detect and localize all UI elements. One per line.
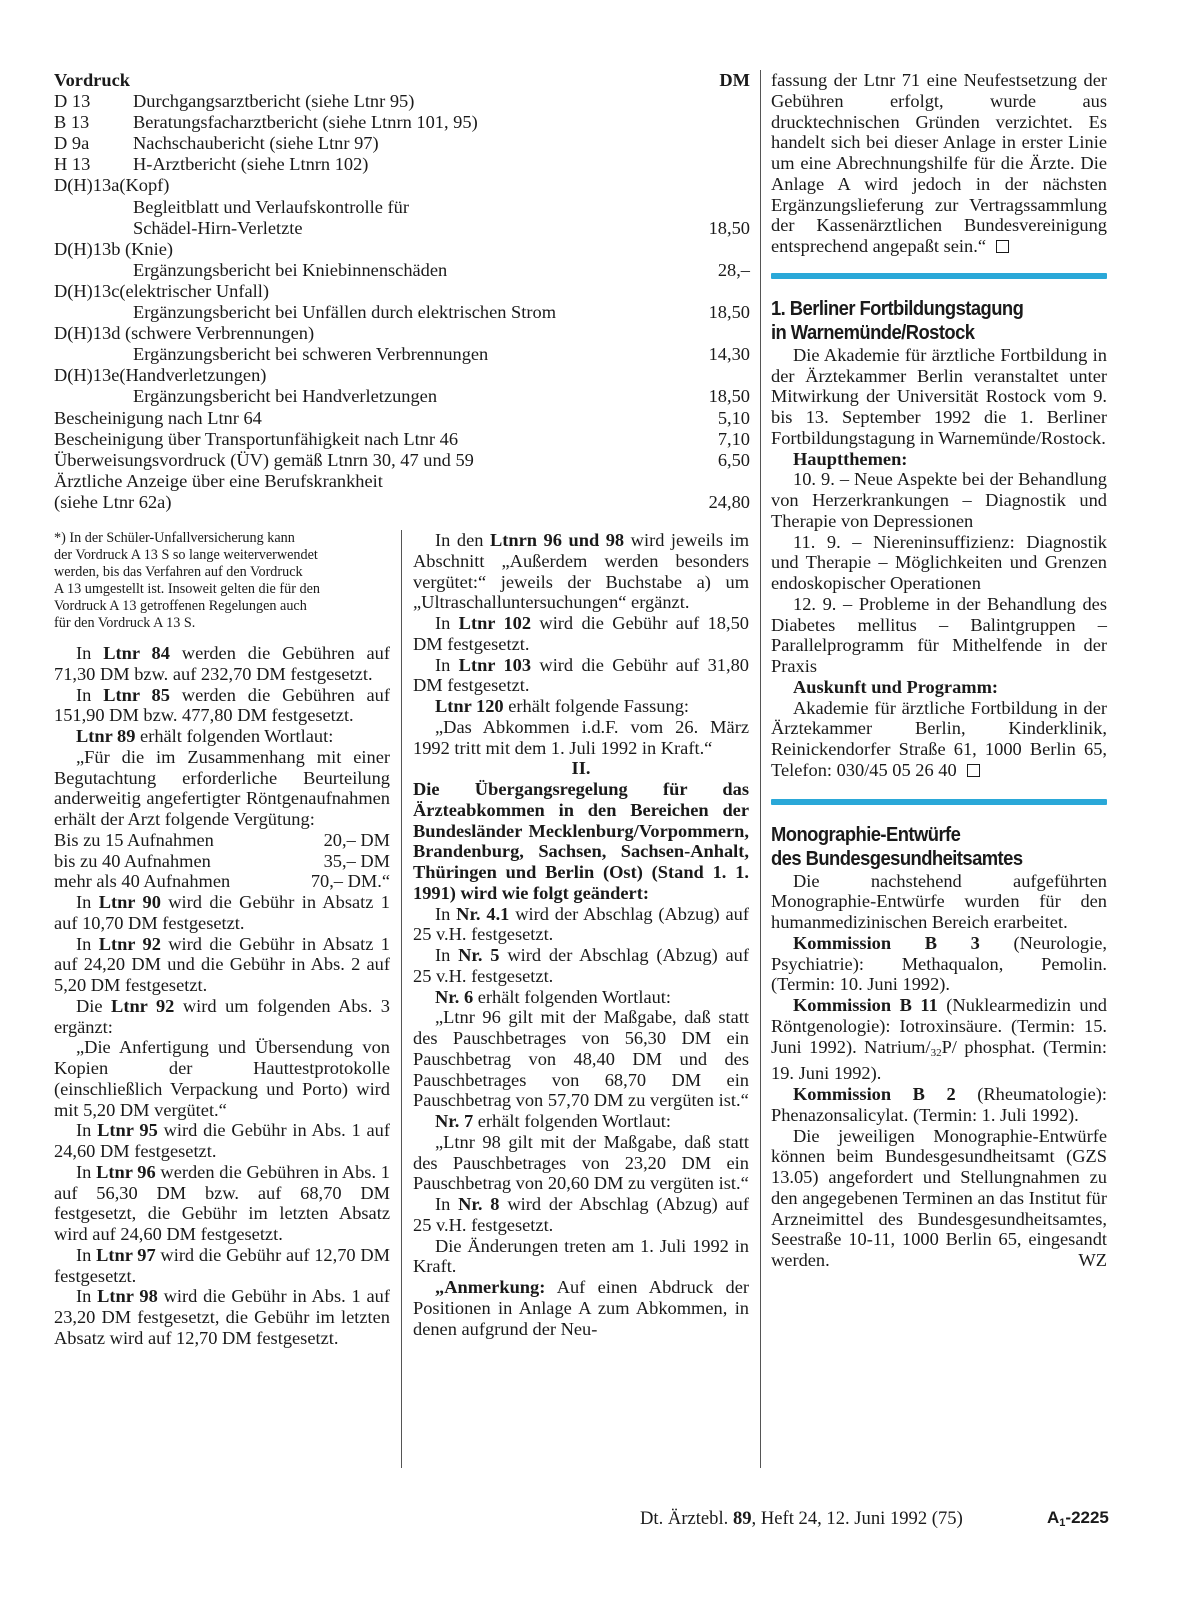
form-code: D 13 <box>54 91 91 112</box>
text: Dt. Ärztebl. <box>640 1508 733 1529</box>
form-label: Durchgangsarztbericht (siehe Ltnr 95) <box>133 91 415 112</box>
form-code: D(H)13a(Kopf) <box>54 175 170 196</box>
form-label: Beratungsfacharztbericht (siehe Ltnrn 101, 95) <box>133 112 478 133</box>
paragraph <box>54 643 390 685</box>
text: wird der Abschlag (Abzug) auf 25 v.H. festgesetzt. <box>413 945 749 986</box>
form-label: Überweisungsvordruck (ÜV) gemäß Ltnrn 30, 47 und 59 <box>54 449 474 470</box>
section-number: II. <box>571 758 591 779</box>
commission-label: Kommission B 2 <box>793 1084 956 1104</box>
text: In <box>76 933 99 954</box>
table-row <box>54 323 750 344</box>
paragraph: Die Akademie für ärztliche Fortbildung in der Ärztekammer Berlin veranstaltet unter Mitwirkung der Universität Rostock vom 9. bis 13. September 1992 die 1. Berliner Fortbildungstagung in Warnemünde/Rostock. <box>771 344 1107 448</box>
table-row <box>54 302 750 323</box>
fee-table <box>54 70 750 513</box>
paragraph <box>54 934 390 996</box>
form-amount: 5,10 <box>717 407 750 428</box>
text: erhält folgenden Wortlaut: <box>473 1111 672 1131</box>
end-mark-icon <box>967 764 980 777</box>
text: wird die Gebühr auf 31,80 DM festgesetzt. <box>413 654 749 696</box>
paragraph <box>413 987 749 1008</box>
subheading: Hauptthemen: <box>793 448 908 469</box>
text: Die jeweiligen Monographie-Entwürfe können beim Bundesgesundheitsamt (GZS 13.05) angefordert und Stellungnahmen zu den angegebenen Terminen an das Institut für Arzneimittel des Bundesgesundheitsamtes, Seestraße 10-11, 1000 Berlin 65, eingesandt werden. <box>771 1125 1107 1270</box>
table-row <box>54 450 750 471</box>
nr-ref: Nr. 5 <box>458 945 500 965</box>
journal-citation <box>640 1508 963 1530</box>
nr-ref: Nr. 8 <box>458 1194 500 1214</box>
text: wird die Gebühr auf 18,50 DM festgesetzt. <box>413 613 749 654</box>
table-row <box>54 281 750 302</box>
rate-label: bis zu 40 Aufnahmen <box>54 850 211 871</box>
text: In <box>76 684 104 705</box>
ltnr-ref: Ltnr 120 <box>435 696 504 716</box>
paragraph: 12. 9. – Probleme in der Behandlung des Diabetes mellitus – Balintgruppen – Parallelprogramm für Mithelfende in der Praxis <box>771 593 1107 676</box>
text: wird die Gebühr auf 12,70 DM festgesetzt. <box>54 1244 390 1286</box>
text: Auf einen Abdruck der Positionen in Anlage A zum Abkommen, in denen aufgrund der Neu- <box>413 1277 749 1339</box>
paragraph <box>413 696 749 717</box>
text: werden die Gebühren auf 71,30 DM bzw. auf 232,70 DM festgesetzt. <box>54 643 390 684</box>
form-label: Schädel-Hirn-Verletzte <box>133 217 303 238</box>
form-label: H-Arztbericht (siehe Ltnrn 102) <box>133 154 369 175</box>
table-row <box>54 386 750 407</box>
ltnr-ref: Ltnr 89 <box>76 726 136 746</box>
text: In <box>76 1120 98 1141</box>
note-label: „Anmerkung: <box>435 1277 546 1297</box>
form-amount: 14,30 <box>708 344 750 365</box>
form-amount: 7,10 <box>717 428 750 449</box>
subheading: Auskunft und Programm: <box>793 676 999 697</box>
table-row <box>54 197 750 218</box>
paragraph <box>54 685 390 727</box>
table-row <box>54 471 750 492</box>
table-row <box>54 218 750 239</box>
text: (Rheumatologie): Phenazonsalicylat. (Termin: 1. Juli 1992). <box>771 1084 1107 1125</box>
form-label: Nachschaubericht (siehe Ltnr 97) <box>133 133 379 154</box>
text: wird die Gebühr in Abs. 1 auf 23,20 DM festgesetzt, die Gebühr im letzten Absatz wird auf 12,70 DM festgesetzt. <box>54 1286 391 1348</box>
page-footer <box>0 1508 1178 1536</box>
paragraph <box>771 1126 1107 1271</box>
paragraph <box>771 995 1107 1084</box>
text: fassung der Ltnr 71 eine Neufestsetzung der Gebühren erfolgt, wurde aus drucktechnischen Gründen verzichtet. Es handelt sich bei dieser Anlage in erster Linie um eine Abrechnungshilfe für die Ärzte. Die Anlage A wird jedoch in der nächsten Ergänzungslieferung zur Vertragssammlung der Kassenärztlichen Bundesvereinigung entsprechend angepaßt sein.“ <box>771 70 1107 256</box>
text: werden die Gebühren auf 151,90 DM bzw. 477,80 DM festgesetzt. <box>54 684 390 726</box>
rate-label: mehr als 40 Aufnahmen <box>54 871 231 892</box>
form-label: Ärztliche Anzeige über eine Berufskrankheit <box>54 470 383 491</box>
text: In <box>435 1194 459 1214</box>
table-row <box>54 112 750 133</box>
text: A <box>1047 1508 1060 1527</box>
text: wird die Gebühr in Absatz 1 auf 24,20 DM und die Gebühr in Abs. 2 auf 5,20 DM festgesetzt. <box>54 933 390 995</box>
form-code: D 9a <box>54 133 90 154</box>
nr-ref: Nr. 4.1 <box>456 903 510 924</box>
quote: „Ltnr 98 gilt mit der Maßgabe, daß statt des Pauschbetrages von 23,20 DM ein Pauschbetrag von 20,60 DM zu vergüten ist.“ <box>413 1131 749 1194</box>
form-amount: 6,50 <box>717 449 750 470</box>
header-form: Vordruck <box>54 70 130 90</box>
author-initials: WZ <box>1078 1250 1107 1270</box>
ltnr-ref: Ltnr 97 <box>96 1244 156 1265</box>
text: -2225 <box>1065 1508 1109 1527</box>
paragraph <box>54 1162 390 1245</box>
paragraph <box>413 904 749 946</box>
text: wird um folgenden Abs. 3 ergänzt: <box>54 995 391 1037</box>
text: wird der Abschlag (Abzug) auf 25 v.H. festgesetzt. <box>413 1194 749 1235</box>
text: Akademie für ärztliche Fortbildung in der Ärztekammer Berlin, Kinderklinik, Reinickendorfer Straße 61, 1000 Berlin 65, Telefon: 030/45 05 26 40 <box>771 697 1107 780</box>
form-label: (siehe Ltnr 62a) <box>54 491 172 512</box>
paragraph: Die nachstehend aufgeführten Monographie-Entwürfe wurden für den humanmedizinischen Bereich erarbeitet. <box>771 870 1107 932</box>
table-row <box>54 365 750 386</box>
rate-row <box>54 851 390 872</box>
paragraph <box>413 945 749 987</box>
form-code: D(H)13e(Handverletzungen) <box>54 365 267 386</box>
volume: 89 <box>732 1508 752 1529</box>
text: (Nuklearmedizin und Röntgenologie): Iotroxinsäure. (Termin: 15. Juni 1992). Natrium/ <box>771 995 1107 1057</box>
text: In <box>76 643 104 663</box>
nr-ref: Nr. 6 <box>435 986 474 1007</box>
column-rule <box>401 530 402 1468</box>
ltnr-ref: Ltnr 92 <box>98 933 161 954</box>
rate-row <box>54 830 390 851</box>
form-code: D(H)13b (Knie) <box>54 238 173 259</box>
paragraph <box>771 1084 1107 1126</box>
footnote-line: Vordruck A 13 getroffenen Regelungen auch <box>54 598 307 614</box>
ltnr-ref: Ltnr 85 <box>103 684 170 705</box>
table-row <box>54 133 750 154</box>
quote: „Das Abkommen i.d.F. vom 26. März 1992 tritt mit dem 1. Juli 1992 in Kraft.“ <box>413 716 749 758</box>
form-code: D(H)13d (schwere Verbrennungen) <box>54 323 315 344</box>
form-amount: 18,50 <box>708 217 750 238</box>
paragraph <box>54 726 390 747</box>
text: erhält folgenden Wortlaut: <box>135 726 334 746</box>
form-amount: 28,– <box>717 259 750 280</box>
commission-label: Kommission B 11 <box>793 995 938 1015</box>
text: erhält folgende Fassung: <box>503 696 690 716</box>
column-rule <box>760 70 761 1468</box>
text: wird die Gebühr in Abs. 1 auf 24,60 DM festgesetzt. <box>54 1120 391 1161</box>
right-column <box>771 70 1107 1271</box>
text: In <box>435 903 457 924</box>
form-label: Ergänzungsbericht bei Kniebinnenschäden <box>133 259 448 280</box>
rate-amount: 35,– DM <box>323 850 390 871</box>
quote: „Die Anfertigung und Übersendung von Kopien der Hauttestprotokolle (einschließlich Verpackung und Porto) wird mit 5,20 DM vergütet.“ <box>54 1037 390 1120</box>
text: In <box>435 654 459 675</box>
rate-row <box>54 871 390 892</box>
ltnr-ref: Ltnr 90 <box>98 892 161 912</box>
table-row <box>54 260 750 281</box>
table-row <box>54 239 750 260</box>
text: In den <box>435 530 490 550</box>
table-row <box>54 408 750 429</box>
form-label: Bescheinigung nach Ltnr 64 <box>54 407 262 428</box>
table-row <box>54 344 750 365</box>
text: In <box>76 1161 97 1182</box>
paragraph <box>771 698 1107 781</box>
middle-column <box>413 530 749 1339</box>
end-mark-icon <box>996 240 1009 253</box>
form-label: Bescheinigung über Transportunfähigkeit nach Ltnr 46 <box>54 428 459 449</box>
quote: „Ltnr 96 gilt mit der Maßgabe, daß statt des Pauschbetrages von 56,30 DM ein Pauschbetrag von 48,40 DM und des Pauschbetrages von 68,70 DM ein Pauschbetrag von 57,70 DM zu vergüten ist.“ <box>413 1007 749 1111</box>
rate-amount: 70,– DM.“ <box>310 871 390 892</box>
ltnr-ref: Ltnr 102 <box>458 613 532 633</box>
text: werden die Gebühren in Abs. 1 auf 56,30 DM bzw. auf 68,70 DM festgesetzt, die Gebühr im letzten Absatz wird auf 24,60 DM festgesetzt. <box>54 1161 391 1244</box>
ltnr-ref: Ltnr 84 <box>103 643 170 663</box>
table-row <box>54 492 750 513</box>
form-amount: 24,80 <box>708 491 750 512</box>
paragraph: 10. 9. – Neue Aspekte bei der Behandlung von Herzerkrankungen – Diagnostik und Therapie von Depressionen <box>771 469 1107 531</box>
text: In <box>76 1244 97 1265</box>
text: P/ phosphat. (Termin: 19. Juni 1992). <box>771 1036 1107 1084</box>
left-body <box>54 643 390 1349</box>
text: In <box>76 892 99 912</box>
left-column <box>54 530 390 1349</box>
table-row <box>54 91 750 112</box>
ltnr-ref: Ltnrn 96 und 98 <box>489 530 625 550</box>
article-heading: 1. Berliner Fortbildungstagung <box>771 297 1024 320</box>
form-label: Begleitblatt und Verlaufskontrolle für <box>133 196 409 217</box>
table-row <box>54 154 750 175</box>
footnote-line: werden, bis das Verfahren auf den Vordruck <box>54 564 303 580</box>
text: wird die Gebühr in Absatz 1 auf 10,70 DM festgesetzt. <box>54 892 390 933</box>
form-code: D(H)13c(elektrischer Unfall) <box>54 280 269 301</box>
text: , Heft 24, 12. Juni 1992 (75) <box>751 1508 963 1529</box>
ltnr-ref: Ltnr 103 <box>458 654 532 675</box>
text: In <box>435 613 459 633</box>
nr-ref: Nr. 7 <box>435 1111 474 1131</box>
rate-label: Bis zu 15 Aufnahmen <box>54 829 214 850</box>
article-heading: Monographie-Entwürfe <box>771 823 961 846</box>
form-label: Ergänzungsbericht bei schweren Verbrennungen <box>133 344 489 365</box>
form-amount: 18,50 <box>708 386 750 407</box>
table-row <box>54 429 750 450</box>
ltnr-ref: Ltnr 95 <box>97 1120 158 1141</box>
paragraph <box>413 1194 749 1236</box>
footnote-line: A 13 umgestellt ist. Insoweit gelten die für den <box>54 581 320 597</box>
footnote <box>54 530 390 632</box>
text: In <box>435 945 459 965</box>
text: wird der Abschlag (Abzug) auf 25 v.H. festgesetzt. <box>413 903 749 945</box>
isotope-subscript: 32 <box>930 1046 942 1059</box>
text: erhält folgenden Wortlaut: <box>473 986 672 1007</box>
paragraph <box>413 1277 749 1339</box>
article-heading: des Bundesgesundheitsamtes <box>771 847 1023 870</box>
paragraph <box>413 1111 749 1132</box>
paragraph <box>54 1120 390 1162</box>
paragraph <box>771 70 1107 257</box>
paragraph: Die Änderungen treten am 1. Juli 1992 in Kraft. <box>413 1235 749 1277</box>
quote: „Für die im Zusammenhang mit einer Begutachtung erforderliche Beurteilung anderweitig angefertigter Röntgenaufnahmen erhält der Arzt folgende Vergütung: <box>54 746 390 829</box>
form-code: B 13 <box>54 112 90 133</box>
text: (Neurologie, Psychiatrie): Methaqualon, Pemolin. (Termin: 10. Juni 1992). <box>771 932 1107 995</box>
paragraph: 11. 9. – Niereninsuffizienz: Diagnostik und Therapie – Möglichkeiten und Grenzen endoskopischer Operationen <box>771 531 1107 593</box>
ltnr-ref: Ltnr 92 <box>111 995 175 1016</box>
ltnr-ref: Ltnr 96 <box>96 1161 156 1182</box>
subscript: 1 <box>1059 1517 1066 1529</box>
footnote-line: der Vordruck A 13 S so lange weiterverwendet <box>54 547 318 563</box>
paragraph <box>54 1286 390 1348</box>
form-label: Ergänzungsbericht bei Unfällen durch elektrischen Strom <box>133 302 557 323</box>
header-dm: DM <box>719 70 750 90</box>
section-heading: Die Übergangsregelung für das Ärzteabkommen in den Bereichen der Bundesländer Mecklenburg/Vorpommern, Brandenburg, Sachsen, Sachsen-Anhalt, Thüringen und Berlin (Ost) (Stand 1. 1. 1991) wird wie folgt geändert: <box>413 779 749 903</box>
commission-label: Kommission B 3 <box>793 932 980 953</box>
form-code: H 13 <box>54 154 91 175</box>
paragraph <box>54 892 390 934</box>
footnote-line: für den Vordruck A 13 S. <box>54 615 196 631</box>
table-row <box>54 175 750 196</box>
text: In <box>76 1286 98 1307</box>
paragraph <box>413 613 749 655</box>
page-number <box>1047 1508 1109 1529</box>
rate-amount: 20,– DM <box>323 829 390 850</box>
ltnr-ref: Ltnr 98 <box>97 1286 158 1307</box>
footnote-line: *) In der Schüler-Unfallversicherung kann <box>54 530 295 546</box>
table-header <box>54 70 750 91</box>
form-label: Ergänzungsbericht bei Handverletzungen <box>133 386 438 407</box>
text: wird jeweils im Abschnitt „Außerdem werden besonders vergütet:“ jeweils der Buchstabe a) um „Ultraschalluntersuchungen“ ergänzt. <box>413 530 749 613</box>
article-heading: in Warnemünde/Rostock <box>771 321 975 344</box>
form-amount: 18,50 <box>708 302 750 323</box>
text: Die <box>76 995 112 1016</box>
paragraph <box>413 655 749 697</box>
paragraph <box>54 996 390 1038</box>
paragraph <box>771 933 1107 995</box>
paragraph <box>413 530 749 613</box>
paragraph <box>54 1245 390 1287</box>
